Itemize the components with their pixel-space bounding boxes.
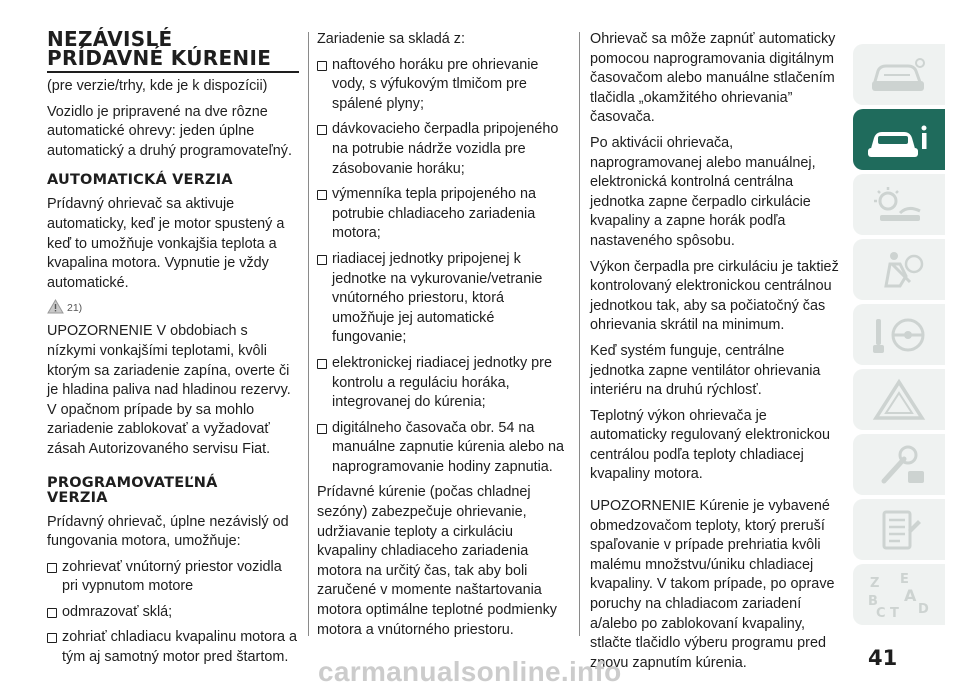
section-subtitle: (pre verzie/trhy, kde je k dispozícii)	[47, 78, 268, 94]
auto-version-heading: AUTOMATICKÁ VERZIA	[47, 172, 233, 189]
list-item: zohrievať vnútorný priestor vozidla pri vypnutom motore	[47, 558, 299, 597]
checkbox-bullet-icon	[317, 424, 327, 434]
warning-triangle-icon	[864, 376, 934, 424]
lights-icon	[864, 181, 934, 229]
tab-safety[interactable]	[853, 239, 945, 300]
checklist-icon	[864, 506, 934, 554]
tab-car-info[interactable]	[853, 109, 945, 170]
list-item: zohriať chladiacu kvapalinu motora a tým aj samotný motor pred štartom.	[47, 628, 299, 667]
list-item: odmrazovať sklá;	[47, 603, 299, 623]
checkbox-bullet-icon	[317, 255, 327, 265]
index-letter: E	[900, 571, 909, 587]
intro-paragraph: Vozidlo je pripravené na dve rôzne automatické ohrevy: jeden úplne automatický a druhý programovateľný.	[47, 103, 292, 159]
list-item: naftového horáku pre ohrievanie vody, s výfukovým tlmičom pre spálené plyny;	[317, 56, 569, 115]
watermark: carmanualsonline.info	[318, 656, 622, 686]
programmable-text: Prídavný ohrievač, úplne nezávislý od fungovania motora, umožňuje:	[47, 513, 289, 550]
column-divider	[308, 32, 309, 636]
list-item: výmenníka tepla pripojeného na potrubie chladiaceho zariadenia motora;	[317, 185, 569, 244]
section-title-line1: NEZÁVISLÉ	[47, 27, 173, 51]
left-column	[47, 27, 299, 674]
fuel-warning-paragraph: UPOZORNENIE V obdobiach s nízkymi vonkajšími teplotami, kvôli ktorým sa zariadenie zapína, overte či je hladina paliva nad hladinou rezervy. V opačnom prípade by sa mohlo zariadenie zablokovať a vyžadovať zásah Autorizovaného servisu Fiat.	[47, 323, 291, 457]
tab-technical-data[interactable]	[853, 499, 945, 560]
airbag-icon	[864, 246, 934, 294]
programmable-heading-line1: PROGRAMOVATEĽNÁ	[47, 474, 218, 491]
alphabet-index-icon	[864, 571, 934, 619]
components-list	[317, 56, 569, 478]
keys-steering-icon	[864, 311, 934, 359]
checkbox-bullet-icon	[317, 61, 327, 71]
list-item: riadiacej jednotky pripojenej k jednotke na vykurovanie/vetranie vnútorného priestoru, ktorá umožňuje jej automatické fungovanie;	[317, 250, 569, 348]
components-intro: Zariadenie sa skladá z:	[317, 31, 465, 47]
paragraph: Po aktivácii ohrievača, naprogramovanej alebo manuálnej, elektronická kontrolná centrálna jednotka zapne čerpadlo cirkulácie kvapaliny a zapne horák podľa nastaveného spôsobu.	[590, 134, 816, 249]
closing-paragraph: Prídavné kúrenie (počas chladnej sezóny) zabezpečuje ohrievanie, udržiavanie teploty a cirkuláciu kvapaliny chladiaceho zariadenia motora na určitý čas, tak aby boli zaručené v momente naštartovania motora optimálne teplotné podmienky motora a vnútorného priestoru.	[317, 484, 557, 638]
paragraph: Keď systém funguje, centrálne jednotka zapne ventilátor ohrievania interiéru na druhú rýchlosť.	[590, 342, 821, 399]
car-info-icon	[864, 116, 934, 164]
index-letter: T	[890, 605, 899, 619]
checkbox-bullet-icon	[317, 359, 327, 369]
list-item: elektronickej riadiacej jednotky pre kontrolu a reguláciu horáka, integrovanej do kúrenia;	[317, 354, 569, 413]
right-column	[590, 30, 842, 679]
index-letter: A	[904, 585, 917, 605]
service-wrench-icon	[864, 441, 934, 489]
checkbox-bullet-icon	[47, 563, 57, 573]
column-divider	[579, 32, 580, 636]
programmable-heading-line2: VERZIA	[47, 489, 108, 506]
reference-number: 21)	[67, 302, 83, 315]
checkbox-bullet-icon	[317, 190, 327, 200]
middle-column	[317, 30, 569, 646]
index-letter: B	[868, 593, 878, 609]
warning-reference	[47, 299, 299, 314]
title-underline	[47, 71, 299, 73]
checkbox-bullet-icon	[47, 633, 57, 643]
list-item: digitálneho časovača obr. 54 na manuálne zapnutie kúrenia alebo na naprogramovanie hodiny zapnutia.	[317, 419, 569, 478]
checkbox-bullet-icon	[317, 125, 327, 135]
checkbox-bullet-icon	[47, 608, 57, 618]
paragraph: Ohrievač sa môže zapnúť automaticky pomocou naprogramovania digitálnym časovačom alebo manuálne stlačením tlačidla „okamžitého ohrievania” časovača.	[590, 31, 836, 126]
tab-emergency[interactable]	[853, 369, 945, 430]
tab-car-overview[interactable]	[853, 44, 945, 105]
index-letter: C	[876, 605, 886, 619]
section-title-line2: PRÍDAVNÉ KÚRENIE	[47, 46, 272, 70]
index-letter: Z	[870, 575, 880, 591]
tab-maintenance[interactable]	[853, 434, 945, 495]
auto-version-text: Prídavný ohrievač sa aktivuje automaticky, keď je motor spustený a keď to umožňuje vonkajšia teplota a kvapalina motora. Vypnutie je vždy automatické.	[47, 196, 285, 291]
tab-starting-driving[interactable]	[853, 304, 945, 365]
tab-lights[interactable]	[853, 174, 945, 235]
warning-triangle-icon	[47, 299, 64, 314]
chapter-tabs	[853, 44, 945, 629]
paragraph: Teplotný výkon ohrievača je automaticky regulovaný elektronickou centrálou podľa teploty chladiacej kvapaliny motora.	[590, 407, 830, 483]
list-item: dávkovacieho čerpadla pripojeného na potrubie nádrže vozidla pre zásobovanie horáku;	[317, 120, 569, 179]
paragraph: Výkon čerpadla pre cirkuláciu je taktiež kontrolovaný elektronickou centrálnou jednotkou tak, aby sa počiatočný čas ohrievania skrátil na minimum.	[590, 258, 839, 334]
page-number: 41	[868, 646, 898, 670]
index-letter: D	[918, 601, 929, 617]
programmable-list	[47, 558, 299, 668]
tab-index[interactable]	[853, 564, 945, 625]
overheat-warning-paragraph: UPOZORNENIE Kúrenie je vybavené obmedzovačom teploty, ktorý preruší spaľovanie v prípade prehriatia kvôli malému množstvu/úniku chladiacej kvapaliny. V takom prípade, po oprave poruchy na chladiacom zariadení a/alebo po zablokovaní kvapaliny, stlačte tlačidlo výberu programu pred znovu zapnutím kúrenia.	[590, 498, 835, 671]
car-overview-icon	[864, 51, 934, 99]
